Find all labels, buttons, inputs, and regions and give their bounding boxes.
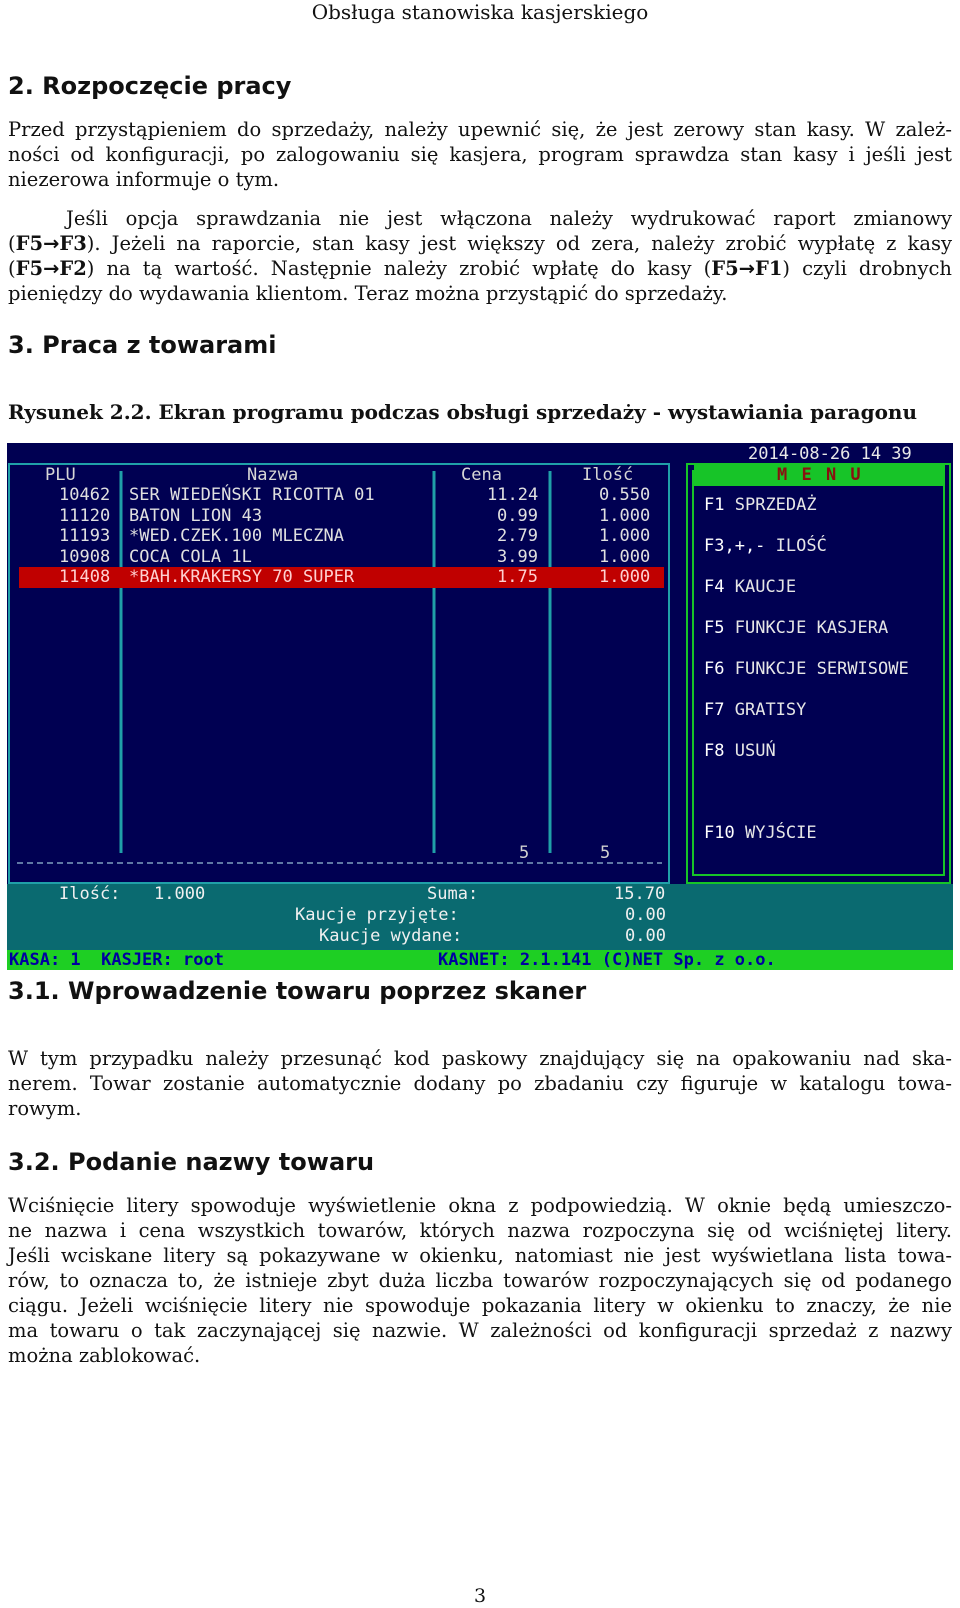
menu-item-delete[interactable]	[704, 741, 776, 762]
deposits-received-label: Kaucje przyjęte:	[295, 905, 459, 925]
pos-terminal-screenshot	[7, 443, 953, 970]
table-cell-price[interactable]: 11.24	[487, 485, 539, 505]
text-line	[8, 256, 952, 281]
text-line: rowym.	[8, 1097, 82, 1120]
menu-item-cashier-functions[interactable]	[704, 618, 888, 639]
menu-item-label: FUNKCJE SERWISOWE	[734, 659, 909, 679]
text-line: Jeśli opcja sprawdzania nie jest włączona należy wydrukować raport zmianowy	[66, 207, 952, 230]
quantity-value: 1.000	[154, 884, 206, 904]
function-key: F1	[704, 495, 725, 515]
function-key: F3,+,-	[704, 536, 766, 556]
sum-value: 15.70	[614, 884, 666, 904]
menu-item-label: ILOŚĆ	[775, 536, 827, 556]
text-line: Wciśnięcie litery spowoduje wyświetlenie okna z podpowiedzią. W oknie będą umieszczo-	[8, 1194, 952, 1217]
column-header-plu: PLU	[45, 465, 76, 485]
table-cell-name[interactable]: *WED.CZEK.100 MLECZNA	[129, 526, 344, 546]
table-cell-qty[interactable]: 0.550	[599, 485, 651, 505]
function-key: F5	[704, 618, 725, 638]
table-cell-name[interactable]: BATON LION 43	[129, 506, 263, 526]
table-cell-plu[interactable]: 11120	[59, 506, 111, 526]
paragraph-product-name	[8, 1193, 952, 1368]
menu-item-sale[interactable]	[704, 495, 817, 516]
key-f5: F5	[711, 257, 739, 280]
paragraph-shift-report	[8, 206, 952, 306]
table-cell-qty[interactable]: 1.000	[599, 526, 651, 546]
column-header-name: Nazwa	[247, 465, 299, 485]
menu-item-label: KAUCJE	[734, 577, 797, 597]
table-cell-plu[interactable]: 10908	[59, 547, 111, 567]
text-fragment: (	[8, 232, 16, 255]
paragraph-cash-check	[8, 117, 952, 192]
datetime-display: 2014-08-26 14 39	[748, 444, 912, 464]
function-key: F4	[704, 577, 725, 597]
menu-item-label: USUŃ	[734, 741, 776, 761]
menu-item-freebies[interactable]	[704, 700, 806, 721]
text-fragment: ). Jeżeli na raporcie, stan kasy jest większy od zera, należy zrobić wypłatę z kasy	[86, 232, 952, 255]
table-cell-name[interactable]: *BAH.KRAKERSY 70 SUPER	[129, 567, 355, 587]
text-fragment: ) czyli drobnych	[782, 257, 952, 280]
table-cell-qty[interactable]: 1.000	[599, 567, 651, 587]
deposits-issued-label: Kaucje wydane:	[319, 926, 463, 946]
item-count: 5	[519, 843, 530, 863]
table-cell-plu[interactable]: 11193	[59, 526, 111, 546]
section-heading-products: 3. Praca z towarami	[8, 331, 277, 359]
text-fragment: ) na tą wartość. Następnie należy zrobić wpłatę do kasy (	[86, 257, 712, 280]
text-line	[8, 231, 952, 256]
key-f5: F5	[15, 257, 44, 280]
table-cell-price[interactable]: 0.99	[497, 506, 538, 526]
table-cell-price[interactable]: 2.79	[497, 526, 538, 546]
arrow-icon: →	[738, 257, 755, 280]
key-f1: F1	[755, 257, 783, 280]
key-f2: F2	[59, 257, 87, 280]
menu-item-service-functions[interactable]	[704, 659, 909, 680]
key-f3: F3	[59, 232, 87, 255]
column-header-qty: Ilość	[582, 465, 634, 485]
quantity-label: Ilość:	[59, 884, 121, 904]
text-line: W tym przypadku należy przesunąć kod paskowy znajdujący się na opakowaniu nad ska-	[8, 1047, 952, 1070]
deposits-issued-value: 0.00	[625, 926, 666, 946]
function-key: F7	[704, 700, 725, 720]
text-line: pieniędzy do wydawania klientom. Teraz można przystąpić do sprzedaży.	[8, 282, 728, 305]
section-heading-scanner: 3.1. Wprowadzenie towaru poprzez skaner	[8, 977, 587, 1005]
sum-label: Suma:	[427, 884, 479, 904]
arrow-icon: →	[43, 257, 60, 280]
text-line: ma towaru o tak zaczynającej się nazwie. W zależności od konfiguracji sprzedaż z nazwy	[8, 1319, 952, 1342]
table-cell-price[interactable]: 3.99	[497, 547, 538, 567]
text-line: Przed przystąpieniem do sprzedaży, należy upewnić się, że jest zerowy stan kasy. W zależ-	[8, 118, 952, 141]
text-line: ciągu. Jeżeli wciśnięcie litery nie spowoduje pokazania litery w okienku to znaczy, że nie	[8, 1294, 952, 1317]
function-key: F10	[704, 823, 735, 843]
deposits-received-value: 0.00	[625, 905, 666, 925]
menu-item-deposits[interactable]	[704, 577, 796, 598]
text-line: rów, to oznacza to, że istnieje zbyt duża liczba towarów rozpoczynających się od podanego	[8, 1269, 952, 1292]
function-key: F6	[704, 659, 725, 679]
text-line: ne nazwa i cena wszystkich towarów, których nazwa rozpoczyna się od wciśniętej litery.	[8, 1219, 952, 1242]
text-line: ności od konfiguracji, po zalogowaniu się kasjera, program sprawdza stan kasy i jeśli jest	[8, 143, 952, 166]
line-count: 5	[600, 843, 611, 863]
table-cell-plu[interactable]: 10462	[59, 485, 111, 505]
function-key: F8	[704, 741, 725, 761]
arrow-icon: →	[43, 232, 60, 255]
text-fragment: (	[8, 257, 16, 280]
menu-item-label: FUNKCJE KASJERA	[734, 618, 889, 638]
menu-item-label: SPRZEDAŻ	[734, 495, 817, 515]
menu-item-quantity[interactable]	[704, 536, 827, 557]
status-bar	[7, 950, 953, 970]
software-version: KASNET: 2.1.141 (C)NET Sp. z o.o.	[438, 950, 776, 970]
column-header-price: Cena	[461, 465, 502, 485]
table-cell-qty[interactable]: 1.000	[599, 506, 651, 526]
page-number: 3	[473, 1585, 487, 1607]
menu-item-label: WYJŚCIE	[744, 823, 817, 843]
text-line: Jeśli wciskane litery są pokazywane w okienku, natomiast nie jest wyświetlana lista towa-	[8, 1244, 952, 1267]
table-cell-name[interactable]: SER WIEDEŃSKI RICOTTA 01	[129, 485, 375, 505]
key-f5: F5	[15, 232, 44, 255]
section-heading-start-work: 2. Rozpoczęcie pracy	[8, 72, 292, 100]
paragraph-scanner	[8, 1046, 952, 1121]
text-line: niezerowa informuje o tym.	[8, 168, 280, 191]
menu-item-exit[interactable]	[704, 823, 817, 844]
table-cell-plu[interactable]: 11408	[59, 567, 111, 587]
running-header: Obsługa stanowiska kasjerskiego	[311, 0, 649, 24]
status-panel	[7, 884, 953, 950]
register-cashier-info: KASA: 1 KASJER: root	[9, 950, 224, 970]
table-cell-name[interactable]: COCA COLA 1L	[129, 547, 252, 567]
text-line: nerem. Towar zostanie automatycznie dodany po zbadaniu czy figuruje w katalogu towa-	[8, 1072, 952, 1095]
text-line: można zablokować.	[8, 1344, 201, 1367]
menu-title: M E N U	[777, 465, 863, 485]
section-heading-product-name: 3.2. Podanie nazwy towaru	[8, 1148, 375, 1176]
figure-caption: Rysunek 2.2. Ekran programu podczas obsługi sprzedaży - wystawiania paragonu	[8, 400, 917, 424]
menu-item-label: GRATISY	[734, 700, 807, 720]
table-cell-price[interactable]: 1.75	[497, 567, 538, 587]
table-cell-qty[interactable]: 1.000	[599, 547, 651, 567]
